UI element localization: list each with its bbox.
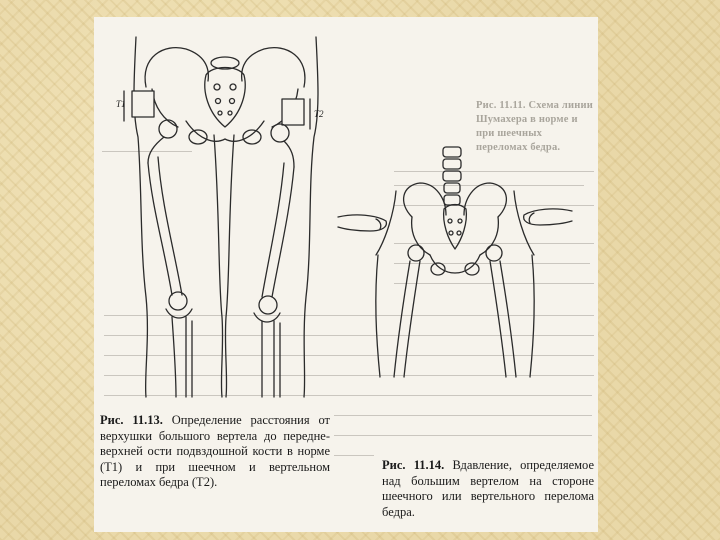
marker-label-t1: T1: [116, 99, 126, 109]
bleed-through-heading: Рис. 11.11. Схема линии Шумахера в норме и при шеечных переломах бедра.: [476, 100, 593, 153]
caption-number: Рис. 11.13.: [100, 413, 163, 427]
caption-figure-11-13: [100, 413, 330, 491]
figure-11-13-drawing: [124, 37, 318, 397]
caption-text: Вдавление, определяемое над большим вертелом на стороне шеечного или вертельного перелома бедра.: [382, 458, 595, 519]
marker-label-t2: T2: [314, 109, 324, 119]
caption-text: Определение расстояния от верхушки большого вертела до передне-верхней ости подвздошной кости в норме (T1) и при шеечном и вертельном переломах бедра (T2).: [100, 413, 330, 490]
figure-11-14-drawing: [338, 147, 572, 377]
scanned-page: [94, 17, 598, 532]
caption-number: Рис. 11.14.: [382, 458, 445, 472]
caption-figure-11-14: [382, 458, 594, 520]
